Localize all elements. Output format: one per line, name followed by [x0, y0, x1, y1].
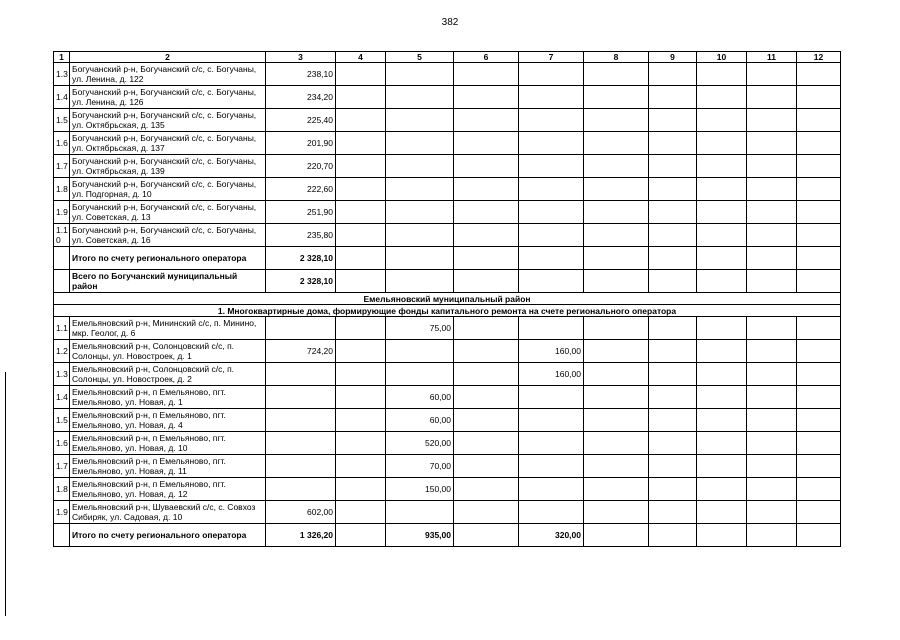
col10-value — [697, 432, 747, 455]
col3-value: 225,40 — [266, 109, 336, 132]
row-number: 1.3 — [54, 63, 70, 86]
col12-value — [797, 224, 841, 247]
col3-value: 602,00 — [266, 501, 336, 524]
col4-value — [336, 63, 386, 86]
col11-value — [747, 340, 797, 363]
col4-value — [336, 178, 386, 201]
col4-value — [336, 363, 386, 386]
col9-value — [649, 432, 697, 455]
col10-value — [697, 86, 747, 109]
table-row — [54, 455, 841, 478]
col6-value — [454, 201, 519, 224]
col11-value — [747, 317, 797, 340]
col9-value — [649, 317, 697, 340]
col11-value — [747, 363, 797, 386]
col5-value: 60,00 — [386, 409, 454, 432]
col3-value: 201,90 — [266, 132, 336, 155]
col7-value — [519, 109, 584, 132]
col5-value: 150,00 — [386, 478, 454, 501]
col12-value — [797, 270, 841, 293]
col7-value — [519, 409, 584, 432]
col9-value — [649, 178, 697, 201]
col7-value — [519, 478, 584, 501]
col8-value — [584, 432, 649, 455]
col12-value — [797, 478, 841, 501]
col4-value — [336, 478, 386, 501]
address-cell: Емельяновский р-н, Солонцовский с/с, п. Солонцы, ул. Новостроек, д. 2 — [70, 363, 266, 386]
col4-value — [336, 524, 386, 547]
row-number: 1.6 — [54, 132, 70, 155]
row-number — [54, 247, 70, 270]
col4-value — [336, 501, 386, 524]
col11-value — [747, 201, 797, 224]
col6-value — [454, 132, 519, 155]
col4-value — [336, 317, 386, 340]
table-row — [54, 201, 841, 224]
col4-value — [336, 247, 386, 270]
address-cell: Богучанский р-н, Богучанский с/с, с. Богучаны, ул. Советская, д. 16 — [70, 224, 266, 247]
address-cell: Богучанский р-н, Богучанский с/с, с. Богучаны, ул. Советская, д. 13 — [70, 201, 266, 224]
col3-value — [266, 409, 336, 432]
col9-value — [649, 409, 697, 432]
table-row — [54, 178, 841, 201]
row-number: 1.5 — [54, 409, 70, 432]
row-number: 1.3 — [54, 363, 70, 386]
col3-value — [266, 432, 336, 455]
column-header: 3 — [266, 52, 336, 63]
total-label: Итого по счету регионального оператора — [70, 247, 266, 270]
col5-total — [386, 270, 454, 293]
col10-value — [697, 132, 747, 155]
col10-value — [697, 201, 747, 224]
col3-value: 251,90 — [266, 201, 336, 224]
col3-value: 220,70 — [266, 155, 336, 178]
col6-value — [454, 455, 519, 478]
col3-value — [266, 317, 336, 340]
col7-value — [519, 86, 584, 109]
col11-value — [747, 224, 797, 247]
col7-value: 160,00 — [519, 340, 584, 363]
row-number: 1.9 — [54, 201, 70, 224]
col5-value — [386, 201, 454, 224]
column-header: 9 — [649, 52, 697, 63]
page-number: 382 — [441, 17, 459, 28]
col10-value — [697, 247, 747, 270]
col12-value — [797, 155, 841, 178]
col10-value — [697, 501, 747, 524]
col4-value — [336, 340, 386, 363]
col8-value — [584, 224, 649, 247]
column-header: 5 — [386, 52, 454, 63]
col8-value — [584, 247, 649, 270]
col9-value — [649, 501, 697, 524]
col6-value — [454, 270, 519, 293]
col12-value — [797, 132, 841, 155]
col7-total — [519, 270, 584, 293]
column-header: 2 — [70, 52, 266, 63]
column-header: 1 — [54, 52, 70, 63]
table-row — [54, 432, 841, 455]
col9-value — [649, 109, 697, 132]
col5-value — [386, 86, 454, 109]
table-row — [54, 224, 841, 247]
col11-value — [747, 501, 797, 524]
col7-value — [519, 155, 584, 178]
col12-value — [797, 201, 841, 224]
col3-total: 2 328,10 — [266, 270, 336, 293]
col5-value — [386, 340, 454, 363]
row-number: 1.5 — [54, 109, 70, 132]
col3-value — [266, 455, 336, 478]
col11-value — [747, 178, 797, 201]
col12-value — [797, 317, 841, 340]
row-number: 1.7 — [54, 455, 70, 478]
address-cell: Богучанский р-н, Богучанский с/с, с. Богучаны, ул. Подгорная, д. 10 — [70, 178, 266, 201]
col7-value — [519, 501, 584, 524]
col9-value — [649, 155, 697, 178]
col8-value — [584, 386, 649, 409]
row-number: 1.7 — [54, 155, 70, 178]
district-title: Емельяновский муниципальный район — [54, 293, 841, 305]
col7-value — [519, 455, 584, 478]
table-row — [54, 340, 841, 363]
district-title-row — [54, 293, 841, 305]
col4-value — [336, 455, 386, 478]
col3-value: 222,60 — [266, 178, 336, 201]
col12-value — [797, 455, 841, 478]
table-row — [54, 478, 841, 501]
total-row — [54, 524, 841, 547]
col8-value — [584, 109, 649, 132]
col4-value — [336, 86, 386, 109]
address-cell: Емельяновский р-н, п Емельяново, пгт. Емельяново, ул. Новая, д. 11 — [70, 455, 266, 478]
col12-value — [797, 409, 841, 432]
col8-value — [584, 524, 649, 547]
col4-value — [336, 270, 386, 293]
col12-value — [797, 386, 841, 409]
table-body — [54, 52, 841, 547]
col10-value — [697, 455, 747, 478]
col7-total — [519, 247, 584, 270]
total-label: Всего по Богучанский муниципальный район — [70, 270, 266, 293]
col10-value — [697, 340, 747, 363]
col5-value — [386, 224, 454, 247]
row-number: 1.6 — [54, 432, 70, 455]
col6-value — [454, 409, 519, 432]
col3-total: 2 328,10 — [266, 247, 336, 270]
col5-total: 935,00 — [386, 524, 454, 547]
address-cell: Богучанский р-н, Богучанский с/с, с. Богучаны, ул. Октябрьская, д. 135 — [70, 109, 266, 132]
col10-value — [697, 317, 747, 340]
section-title: 1. Многоквартирные дома, формирующие фонды капитального ремонта на счете регионального оператора — [54, 305, 841, 317]
col11-value — [747, 270, 797, 293]
col7-value — [519, 386, 584, 409]
col5-value — [386, 63, 454, 86]
col10-value — [697, 478, 747, 501]
capital-repair-table — [53, 51, 841, 547]
address-cell: Емельяновский р-н, п Емельяново, пгт. Емельяново, ул. Новая, д. 10 — [70, 432, 266, 455]
col9-value — [649, 132, 697, 155]
col6-value — [454, 363, 519, 386]
col6-value — [454, 224, 519, 247]
total-row — [54, 247, 841, 270]
column-header: 8 — [584, 52, 649, 63]
col8-value — [584, 409, 649, 432]
col10-value — [697, 178, 747, 201]
col7-value — [519, 178, 584, 201]
col9-value — [649, 363, 697, 386]
col9-value — [649, 270, 697, 293]
address-cell: Емельяновский р-н, п Емельяново, пгт. Емельяново, ул. Новая, д. 1 — [70, 386, 266, 409]
column-header: 7 — [519, 52, 584, 63]
address-cell: Емельяновский р-н, Шуваевский с/с, с. Совхоз Сибиряк, ул. Садовая, д. 10 — [70, 501, 266, 524]
col4-value — [336, 432, 386, 455]
col5-value — [386, 178, 454, 201]
col5-value: 75,00 — [386, 317, 454, 340]
col10-value — [697, 224, 747, 247]
col11-value — [747, 63, 797, 86]
col7-value — [519, 432, 584, 455]
table-row — [54, 501, 841, 524]
col9-value — [649, 201, 697, 224]
col8-value — [584, 86, 649, 109]
col6-value — [454, 86, 519, 109]
header-row — [54, 52, 841, 63]
col9-value — [649, 340, 697, 363]
col8-value — [584, 178, 649, 201]
col7-total: 320,00 — [519, 524, 584, 547]
col8-value — [584, 63, 649, 86]
col5-value: 60,00 — [386, 386, 454, 409]
col12-value — [797, 109, 841, 132]
col3-value: 234,20 — [266, 86, 336, 109]
col9-value — [649, 86, 697, 109]
col3-value — [266, 363, 336, 386]
col12-value — [797, 340, 841, 363]
table-row — [54, 132, 841, 155]
address-cell: Емельяновский р-н, п Емельяново, пгт. Емельяново, ул. Новая, д. 4 — [70, 409, 266, 432]
col3-value: 724,20 — [266, 340, 336, 363]
column-header: 12 — [797, 52, 841, 63]
col7-value — [519, 63, 584, 86]
col11-value — [747, 478, 797, 501]
col6-value — [454, 63, 519, 86]
col9-value — [649, 524, 697, 547]
row-number: 1.4 — [54, 86, 70, 109]
col10-value — [697, 270, 747, 293]
col12-value — [797, 63, 841, 86]
col4-value — [336, 201, 386, 224]
col4-value — [336, 409, 386, 432]
col6-value — [454, 524, 519, 547]
col8-value — [584, 501, 649, 524]
col8-value — [584, 363, 649, 386]
col4-value — [336, 109, 386, 132]
col5-value: 70,00 — [386, 455, 454, 478]
col12-value — [797, 178, 841, 201]
col7-value — [519, 317, 584, 340]
col6-value — [454, 178, 519, 201]
column-header: 6 — [454, 52, 519, 63]
col11-value — [747, 409, 797, 432]
column-header: 11 — [747, 52, 797, 63]
col9-value — [649, 247, 697, 270]
col3-value: 235,80 — [266, 224, 336, 247]
address-cell: Богучанский р-н, Богучанский с/с, с. Богучаны, ул. Ленина, д. 122 — [70, 63, 266, 86]
total-row — [54, 270, 841, 293]
row-number: 1.4 — [54, 386, 70, 409]
col10-value — [697, 363, 747, 386]
table-row — [54, 109, 841, 132]
address-cell: Богучанский р-н, Богучанский с/с, с. Богучаны, ул. Октябрьская, д. 137 — [70, 132, 266, 155]
col6-value — [454, 432, 519, 455]
col12-value — [797, 363, 841, 386]
col6-value — [454, 501, 519, 524]
col8-value — [584, 132, 649, 155]
col8-value — [584, 155, 649, 178]
row-number: 1.9 — [54, 501, 70, 524]
col6-value — [454, 478, 519, 501]
col6-value — [454, 247, 519, 270]
col3-value: 238,10 — [266, 63, 336, 86]
col6-value — [454, 340, 519, 363]
table-row — [54, 386, 841, 409]
col5-value — [386, 363, 454, 386]
col11-value — [747, 432, 797, 455]
col4-value — [336, 224, 386, 247]
row-number — [54, 524, 70, 547]
col8-value — [584, 201, 649, 224]
col3-value — [266, 386, 336, 409]
col4-value — [336, 155, 386, 178]
col9-value — [649, 478, 697, 501]
col12-value — [797, 501, 841, 524]
col6-value — [454, 386, 519, 409]
col10-value — [697, 409, 747, 432]
col9-value — [649, 386, 697, 409]
row-number — [54, 270, 70, 293]
col11-value — [747, 386, 797, 409]
margin-line — [5, 372, 6, 616]
col9-value — [649, 224, 697, 247]
table-row — [54, 409, 841, 432]
col5-value — [386, 155, 454, 178]
col5-total — [386, 247, 454, 270]
section-title-row — [54, 305, 841, 317]
col10-value — [697, 386, 747, 409]
address-cell: Емельяновский р-н, Солонцовский с/с, п. Солонцы, ул. Новостроек, д. 1 — [70, 340, 266, 363]
col6-value — [454, 155, 519, 178]
col7-value — [519, 201, 584, 224]
col10-value — [697, 63, 747, 86]
col9-value — [649, 63, 697, 86]
col11-value — [747, 132, 797, 155]
col6-value — [454, 109, 519, 132]
total-label: Итого по счету регионального оператора — [70, 524, 266, 547]
col8-value — [584, 317, 649, 340]
col5-value: 520,00 — [386, 432, 454, 455]
col11-value — [747, 86, 797, 109]
col7-value — [519, 224, 584, 247]
col8-value — [584, 340, 649, 363]
col11-value — [747, 455, 797, 478]
col9-value — [649, 455, 697, 478]
col5-value — [386, 132, 454, 155]
col5-value — [386, 109, 454, 132]
table-row — [54, 86, 841, 109]
address-cell: Богучанский р-н, Богучанский с/с, с. Богучаны, ул. Октябрьская, д. 139 — [70, 155, 266, 178]
address-cell: Емельяновский р-н, Мининский с/с, п. Минино, мкр. Геолог, д. 6 — [70, 317, 266, 340]
col7-value: 160,00 — [519, 363, 584, 386]
row-number: 1.1 — [54, 317, 70, 340]
col12-value — [797, 247, 841, 270]
row-number: 1.8 — [54, 178, 70, 201]
table-row — [54, 363, 841, 386]
col12-value — [797, 524, 841, 547]
address-cell: Богучанский р-н, Богучанский с/с, с. Богучаны, ул. Ленина, д. 126 — [70, 86, 266, 109]
col10-value — [697, 109, 747, 132]
row-number: 1.1 0 — [54, 224, 70, 247]
col12-value — [797, 432, 841, 455]
col11-value — [747, 155, 797, 178]
col8-value — [584, 270, 649, 293]
col3-total: 1 326,20 — [266, 524, 336, 547]
col11-value — [747, 247, 797, 270]
col10-value — [697, 155, 747, 178]
col6-value — [454, 317, 519, 340]
col4-value — [336, 386, 386, 409]
col12-value — [797, 86, 841, 109]
table-row — [54, 63, 841, 86]
address-cell: Емельяновский р-н, п Емельяново, пгт. Емельяново, ул. Новая, д. 12 — [70, 478, 266, 501]
col11-value — [747, 109, 797, 132]
col3-value — [266, 478, 336, 501]
column-header: 4 — [336, 52, 386, 63]
row-number: 1.2 — [54, 340, 70, 363]
col4-value — [336, 132, 386, 155]
table-row — [54, 317, 841, 340]
col10-value — [697, 524, 747, 547]
col11-value — [747, 524, 797, 547]
column-header: 10 — [697, 52, 747, 63]
col5-value — [386, 501, 454, 524]
col7-value — [519, 132, 584, 155]
col8-value — [584, 455, 649, 478]
row-number: 1.8 — [54, 478, 70, 501]
table-row — [54, 155, 841, 178]
col8-value — [584, 478, 649, 501]
